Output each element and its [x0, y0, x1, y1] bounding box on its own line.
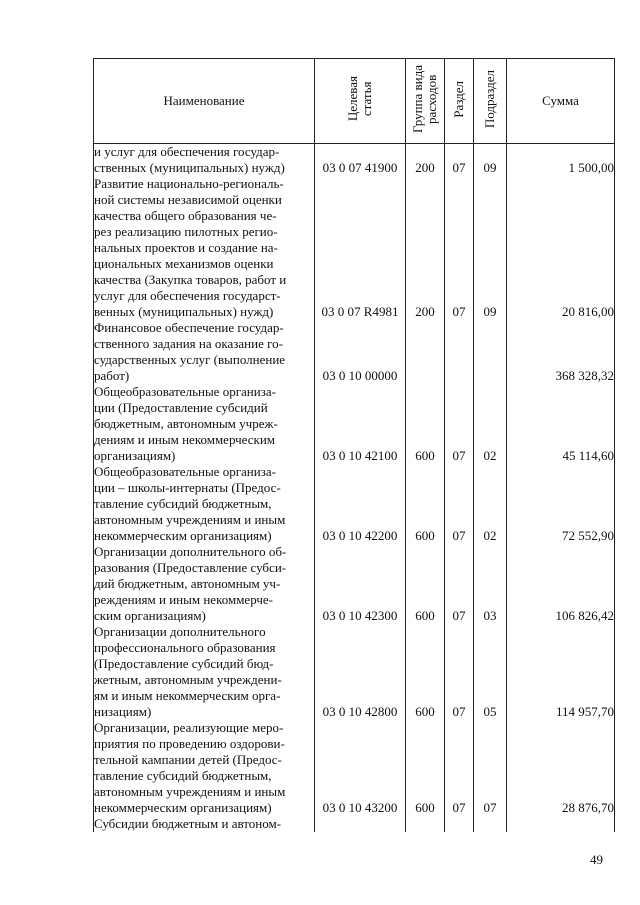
row-subsection: 07 [474, 720, 507, 816]
row-amount: 368 328,32 [507, 320, 615, 384]
row-subsection: 03 [474, 544, 507, 624]
table-row [94, 320, 615, 384]
header-section: Раздел [445, 59, 474, 144]
row-target-item: 03 0 10 42200 [315, 464, 406, 544]
page-number: 49 [590, 852, 603, 867]
table-header-row [94, 59, 615, 144]
row-target-item: 03 0 10 42800 [315, 624, 406, 720]
row-amount: 45 114,60 [507, 384, 615, 464]
table-row [94, 464, 615, 544]
row-target-item: 03 0 10 42300 [315, 544, 406, 624]
row-expense-group [406, 320, 445, 384]
row-expense-group: 600 [406, 624, 445, 720]
row-section [445, 816, 474, 832]
row-name: Общеобразовательные организа- ции – школы-интернаты (Предос- тавление субсидий бюджетным, автономным учреждениям и иным некоммерческим организациям) [94, 464, 315, 544]
table-row [94, 544, 615, 624]
row-expense-group: 200 [406, 144, 445, 177]
row-amount: 28 876,70 [507, 720, 615, 816]
row-target-item: 03 0 10 42100 [315, 384, 406, 464]
row-name: Организации дополнительного профессионального образования (Предоставление субсидий бюд- жетным, автономным учреждени- ям и иным некоммерческим орга- низациям) [94, 624, 315, 720]
table-row [94, 144, 615, 177]
row-subsection: 05 [474, 624, 507, 720]
row-amount: 20 816,00 [507, 176, 615, 320]
row-amount: 1 500,00 [507, 144, 615, 177]
table-row [94, 816, 615, 832]
row-name: Организации дополнительного об- разования (Предоставление субси- дий бюджетным, автономным уч- реждениям и иным некоммерче- ским организациям) [94, 544, 315, 624]
row-section [445, 320, 474, 384]
header-amount: Сумма [507, 59, 615, 144]
row-section: 07 [445, 384, 474, 464]
row-name: Финансовое обеспечение государ- ственного задания на оказание го- сударственных услуг (выполнение работ) [94, 320, 315, 384]
row-expense-group: 600 [406, 544, 445, 624]
header-subsection: Подраздел [474, 59, 507, 144]
row-section: 07 [445, 144, 474, 177]
row-target-item: 03 0 07 R4981 [315, 176, 406, 320]
row-subsection [474, 816, 507, 832]
table-row [94, 720, 615, 816]
row-amount [507, 816, 615, 832]
row-name: Развитие национально-региональ- ной системы независимой оценки качества общего образования че- рез реализацию пилотных регио- нальных проектов и создание на- циональных механизмов оценки качества (Закупка товаров, работ и услуг для обеспечения государст- венных (муниципальных) нужд) [94, 176, 315, 320]
table-row [94, 176, 615, 320]
row-subsection [474, 320, 507, 384]
row-section: 07 [445, 176, 474, 320]
row-section: 07 [445, 544, 474, 624]
row-section: 07 [445, 624, 474, 720]
row-name: Субсидии бюджетным и автоном- [94, 816, 315, 832]
header-target-item: Целевая статья [315, 59, 406, 144]
row-amount: 106 826,42 [507, 544, 615, 624]
row-target-item: 03 0 10 43200 [315, 720, 406, 816]
row-target-item: 03 0 07 41900 [315, 144, 406, 177]
row-name: и услуг для обеспечения государ- ственных (муниципальных) нужд) [94, 144, 315, 177]
row-subsection: 09 [474, 144, 507, 177]
row-subsection: 02 [474, 464, 507, 544]
row-subsection: 09 [474, 176, 507, 320]
row-expense-group: 200 [406, 176, 445, 320]
row-target-item: 03 0 10 00000 [315, 320, 406, 384]
table-row [94, 384, 615, 464]
row-amount: 114 957,70 [507, 624, 615, 720]
header-name: Наименование [94, 59, 315, 144]
row-expense-group: 600 [406, 464, 445, 544]
row-name: Общеобразовательные организа- ции (Предоставление субсидий бюджетным, автономным учреж- дениям и иным некоммерческим организациям) [94, 384, 315, 464]
table-row [94, 624, 615, 720]
row-subsection: 02 [474, 384, 507, 464]
row-expense-group [406, 816, 445, 832]
budget-table [93, 58, 615, 832]
row-name: Организации, реализующие меро- приятия по проведению оздорови- тельной кампании детей (Предос- тавление субсидий бюджетным, автономным учреждениям и иным некоммерческим организациям) [94, 720, 315, 816]
row-target-item [315, 816, 406, 832]
row-section: 07 [445, 720, 474, 816]
row-expense-group: 600 [406, 384, 445, 464]
row-section: 07 [445, 464, 474, 544]
row-amount: 72 552,90 [507, 464, 615, 544]
row-expense-group: 600 [406, 720, 445, 816]
header-expense-group: Группа вида расходов [406, 59, 445, 144]
